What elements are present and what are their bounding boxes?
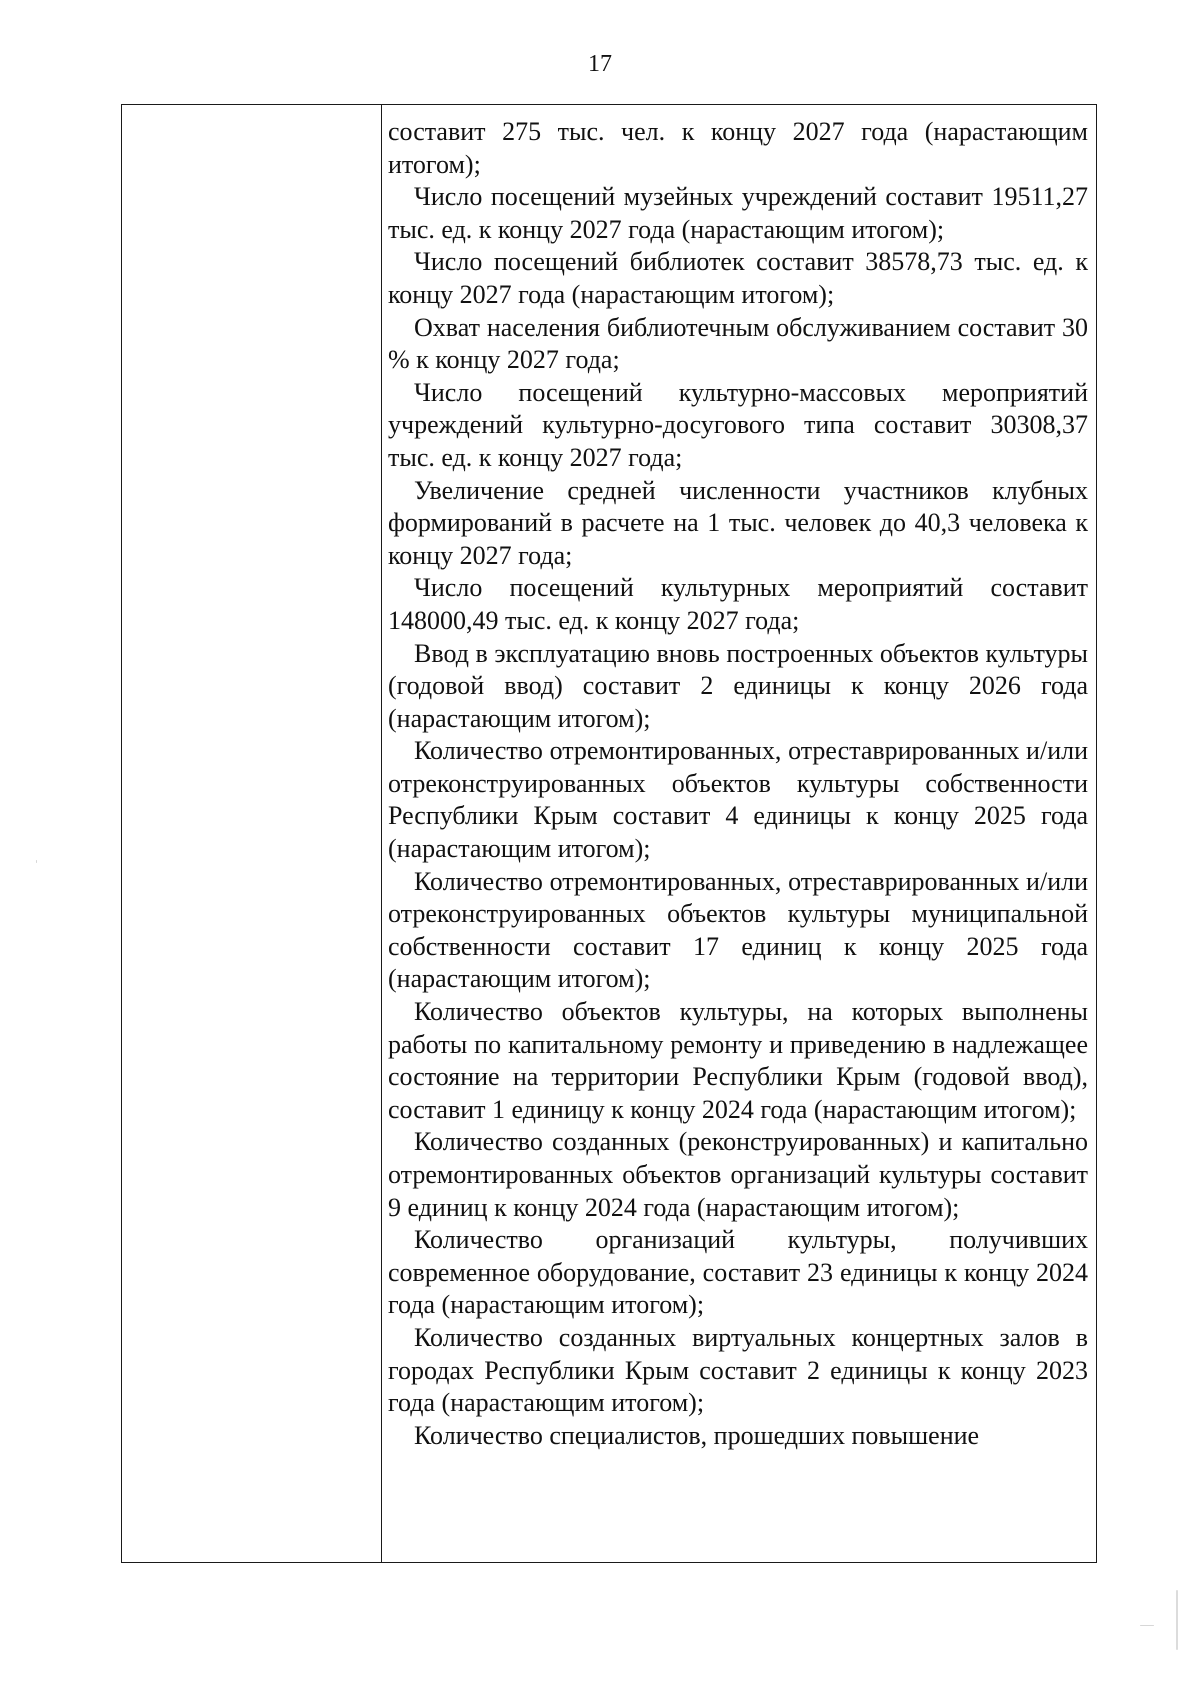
paragraph-9: Количество отремонтированных, отреставрированных и/или отреконструированных объектов культуры собственности Республики Крым составит 4 единицы к концу 2025 года (нарастающим итогом); [388,736,1088,864]
paragraph-10: Количество отремонтированных, отреставрированных и/или отреконструированных объектов культуры муниципальной собственности составит 17 единиц к концу 2025 года (нарастающим итогом); [388,866,1088,994]
table-right-cell [382,105,1096,1562]
paragraph-1: составит 275 тыс. чел. к концу 2027 года (нарастающим итогом); [388,117,1088,179]
paragraph-4: Охват населения библиотечным обслуживанием составит 30 % к концу 2027 года; [388,312,1088,375]
scan-artifact [36,860,37,863]
scan-artifact [1140,1625,1154,1626]
paragraph-8: Ввод в эксплуатацию вновь построенных объектов культуры (годовой ввод) составит 2 единицы к концу 2026 года (нарастающим итогом); [388,638,1088,733]
paragraph-11: Количество объектов культуры, на которых выполнены работы по капитальному ремонту и приведению в надлежащее состояние на территории Республики Крым (годовой ввод), составит 1 единицу к концу 2024 года (нарастающим итогом); [388,997,1088,1124]
document-table [121,104,1097,1563]
paragraph-15: Количество специалистов, прошедших повышение [414,1420,980,1450]
scan-artifact [1176,1590,1178,1650]
paragraph-12: Количество созданных (реконструированных) и капитально отремонтированных объектов организаций культуры составит 9 единиц к концу 2024 года (нарастающим итогом); [388,1127,1088,1222]
paragraph-13: Количество организаций культуры, получивших современное оборудование, составит 23 единицы к концу 2024 года (нарастающим итогом); [388,1225,1088,1320]
paragraph-3: Число посещений библиотек составит 38578,73 тыс. ед. к концу 2027 года (нарастающим итогом); [388,247,1088,309]
paragraph-5: Число посещений культурно-массовых мероприятий учреждений культурно-досугового типа составит 30308,37 тыс. ед. к концу 2027 года; [388,377,1088,472]
paragraph-2: Число посещений музейных учреждений составит 19511,27 тыс. ед. к концу 2027 года (нарастающим итогом); [388,182,1088,244]
paragraph-6: Увеличение средней численности участников клубных формирований в расчете на 1 тыс. человек до 40,3 человека к концу 2027 года; [388,475,1088,570]
paragraph-7: Число посещений культурных мероприятий составит 148000,49 тыс. ед. к концу 2027 года; [388,573,1088,635]
page-number: 17 [588,51,612,77]
table-left-cell [122,105,382,1562]
paragraph-14: Количество созданных виртуальных концертных залов в городах Республики Крым составит 2 единицы к концу 2023 года (нарастающим итогом); [388,1322,1088,1418]
